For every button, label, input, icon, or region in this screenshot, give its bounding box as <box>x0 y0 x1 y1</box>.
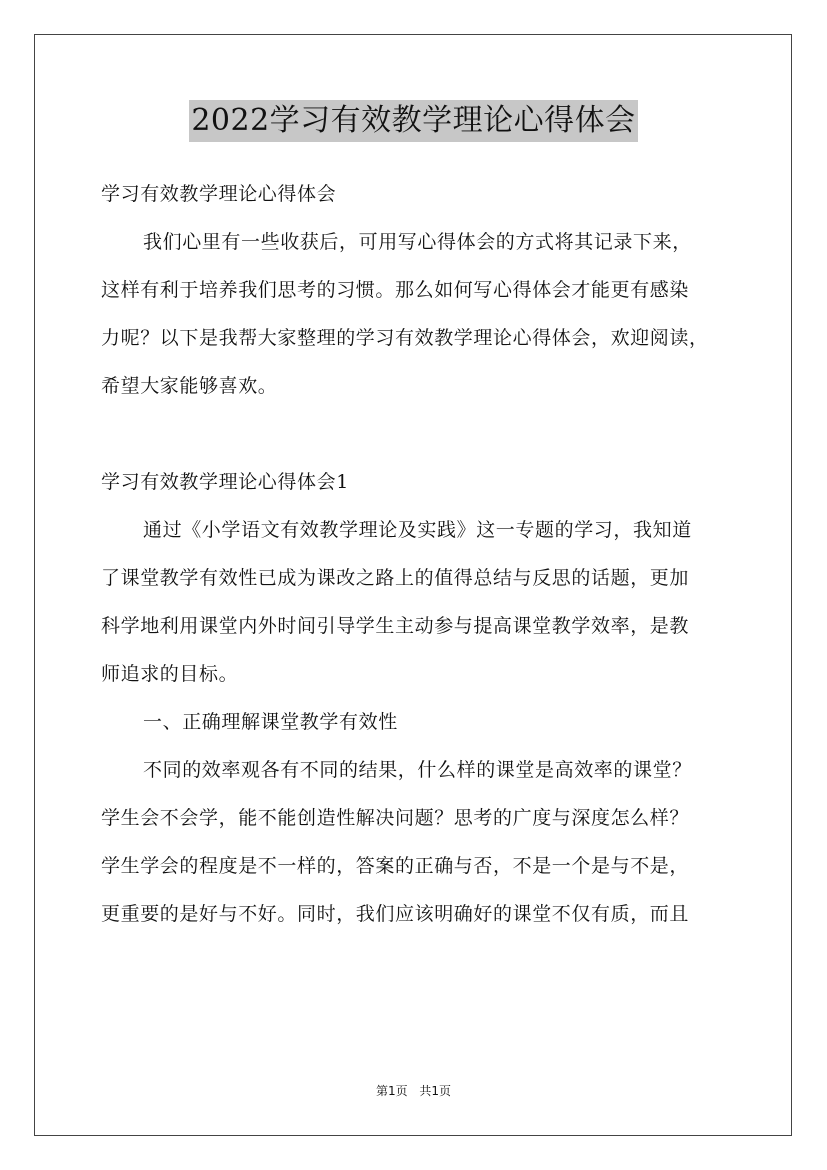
subsection-heading: 一、正确理解课堂教学有效性 <box>143 711 398 733</box>
body-line: 学生学会的程度是不一样的，答案的正确与否，不是一个是与不是， <box>101 855 690 877</box>
body-line: 希望大家能够喜欢。 <box>101 375 278 397</box>
body-line: 这样有利于培养我们思考的习惯。那么如何写心得体会才能更有感染 <box>101 279 690 301</box>
section-heading: 学习有效教学理论心得体会1 <box>101 471 349 493</box>
title-container <box>0 100 827 142</box>
page-number: 第1页 <box>375 1084 408 1098</box>
body-line: 不同的效率观各有不同的结果，什么样的课堂是高效率的课堂？ <box>143 759 692 781</box>
body-line: 学生会不会学，能不能创造性解决问题？思考的广度与深度怎么样？ <box>101 807 690 829</box>
body-line: 了课堂教学有效性已成为课改之路上的值得总结与反思的话题，更加 <box>101 567 690 589</box>
body-line: 通过《小学语文有效教学理论及实践》这一专题的学习，我知道 <box>143 519 692 541</box>
page-footer <box>0 1082 827 1099</box>
body-line: 师追求的目标。 <box>101 663 239 685</box>
document-title: 2022学习有效教学理论心得体会 <box>189 100 637 142</box>
body-line: 学习有效教学理论心得体会 <box>101 183 337 205</box>
document-body <box>101 170 741 938</box>
body-line: 科学地利用课堂内外时间引导学生主动参与提高课堂教学效率，是教 <box>101 615 690 637</box>
body-line: 更重要的是好与不好。同时，我们应该明确好的课堂不仅有质，而且 <box>101 903 690 925</box>
page-total: 共1页 <box>419 1084 452 1098</box>
body-line: 力呢？以下是我帮大家整理的学习有效教学理论心得体会，欢迎阅读， <box>101 327 709 349</box>
body-line: 我们心里有一些收获后，可用写心得体会的方式将其记录下来， <box>143 231 692 253</box>
paragraph-gap <box>101 410 741 458</box>
